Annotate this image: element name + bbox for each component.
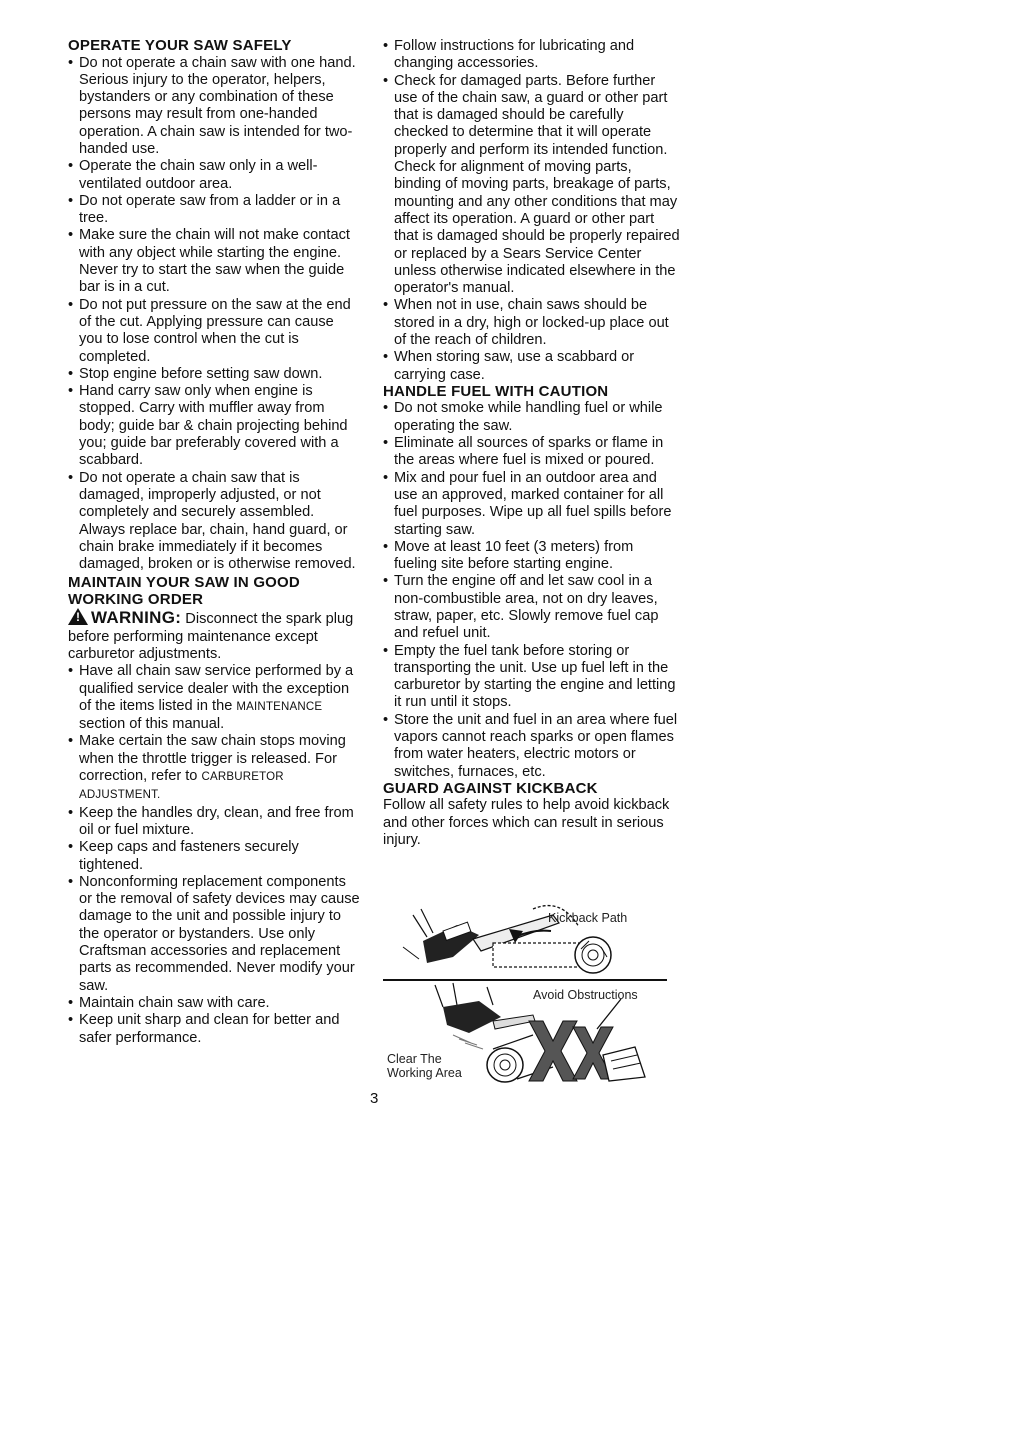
obstructions-figure bbox=[383, 981, 683, 1087]
warning-text: Disconnect the spark plug before performing maintenance except carburetor adjustments. bbox=[68, 611, 354, 662]
item-text: section of this manual. bbox=[79, 716, 225, 733]
clear-area-label-line1: Clear The bbox=[387, 1052, 442, 1066]
kickback-figure bbox=[383, 897, 683, 977]
left-column bbox=[68, 38, 360, 1047]
item-text: Have all chain saw service performed by a qualified service dealer with the exception of the items listed in the bbox=[79, 663, 354, 714]
right-column bbox=[383, 38, 680, 849]
warning-triangle-icon bbox=[68, 608, 88, 625]
list-item: • Check for damaged parts. Before further use of the chain saw, a guard or other part that is damaged should be carefully checked to determine that it will operate properly and perform its intended function. Check for alignment of moving parts, binding of moving parts, breakage of parts, mounting and any other conditions that may affect its operation. A guard or other part that is damaged should be properly repaired or replaced by a Sears Service Center unless otherwise indicated elsewhere in the operator's manual. bbox=[383, 73, 680, 298]
list-item: • Stop engine before setting saw down. bbox=[68, 366, 360, 383]
operate-list bbox=[68, 55, 360, 574]
continued-list bbox=[383, 38, 680, 384]
list-item: • Make sure the chain will not make contact with any object while starting the engine. Never try to start the saw when the guide bar is in a cut. bbox=[68, 227, 360, 296]
avoid-obstructions-label: Avoid Obstructions bbox=[533, 988, 638, 1002]
list-item: • When not in use, chain saws should be stored in a dry, high or locked-up place out of the reach of children. bbox=[383, 297, 680, 349]
item-text: Make certain the saw chain stops moving when the throttle trigger is released. For correction, refer to bbox=[79, 733, 346, 785]
list-item: • Mix and pour fuel in an outdoor area and use an approved, marked container for all fuel purposes. Wipe up all fuel spills before starting saw. bbox=[383, 470, 680, 539]
list-item: • Nonconforming replacement components or the removal of safety devices may cause damage to the unit and possible injury to the operator or bystanders. Use only Craftsman accessories and replacement parts as recommended. Never modify your saw. bbox=[68, 874, 360, 995]
clear-area-label-line2: Working Area bbox=[387, 1066, 462, 1080]
maintenance-ref: MAINTENANCE bbox=[236, 700, 323, 713]
list-item: • Do not operate saw from a ladder or in a tree. bbox=[68, 193, 360, 228]
kickback-heading: GUARD AGAINST KICKBACK bbox=[383, 779, 598, 797]
carburetor-ref: CARBURETOR ADJUSTMENT. bbox=[79, 771, 284, 802]
list-item: • Keep the handles dry, clean, and free from oil or fuel mixture. bbox=[68, 805, 360, 840]
list-item: • Do not smoke while handling fuel or while operating the saw. bbox=[383, 400, 680, 435]
operate-heading: OPERATE YOUR SAW SAFELY bbox=[68, 37, 292, 54]
list-item: • Empty the fuel tank before storing or transporting the unit. Use up fuel left in the carburetor by starting the engine and letting it run until it stops. bbox=[383, 643, 680, 712]
list-item: • Move at least 10 feet (3 meters) from fueling site before starting engine. bbox=[383, 539, 680, 574]
kickback-illustration bbox=[383, 897, 683, 977]
kickback-text: Follow all safety rules to help avoid kickback and other forces which can result in serious injury. bbox=[383, 797, 670, 849]
list-item: • Operate the chain saw only in a well-ventilated outdoor area. bbox=[68, 158, 360, 193]
list-item: • Eliminate all sources of sparks or flame in the areas where fuel is mixed or poured. bbox=[383, 435, 680, 470]
list-item: • Turn the engine off and let saw cool in a non-combustible area, not on dry leaves, straw, paper, etc. Slowly remove fuel cap and refuel unit. bbox=[383, 573, 680, 642]
list-item: • Follow instructions for lubricating and changing accessories. bbox=[383, 38, 680, 73]
list-item: • Store the unit and fuel in an area where fuel vapors cannot reach sparks or open flames from water heaters, electric motors or switches, furnaces, etc. bbox=[383, 712, 680, 781]
fuel-heading: HANDLE FUEL WITH CAUTION bbox=[383, 382, 609, 400]
list-item: • Do not operate a chain saw that is damaged, improperly adjusted, or not completely and securely assembled. Always replace bar, chain, hand guard, or chain brake immediately if it becomes damaged, broken or is otherwise removed. bbox=[68, 470, 360, 574]
fuel-list bbox=[383, 400, 680, 781]
list-item: • Do not put pressure on the saw at the end of the cut. Applying pressure can cause you to lose control when the cut is completed. bbox=[68, 297, 360, 366]
list-item: • When storing saw, use a scabbard or carrying case. bbox=[383, 349, 680, 384]
page-number: 3 bbox=[370, 1090, 379, 1107]
list-item: • Do not operate a chain saw with one hand. Serious injury to the operator, helpers, bystanders or any combination of these persons may result from one-handed operation. A chain saw is intended for two-handed use. bbox=[68, 55, 360, 159]
list-item: • Keep caps and fasteners securely tightened. bbox=[68, 839, 360, 874]
list-item bbox=[68, 733, 360, 804]
kickback-path-label: Kickback Path bbox=[548, 911, 628, 925]
list-item bbox=[68, 663, 360, 733]
warning-word: WARNING: bbox=[91, 608, 182, 628]
list-item: • Maintain chain saw with care. bbox=[68, 995, 360, 1012]
list-item: • Hand carry saw only when engine is stopped. Carry with muffler away from body; guide bar & chain projecting behind you; guide bar preferably covered with a scabbard. bbox=[68, 383, 360, 469]
maintain-heading: MAINTAIN YOUR SAW IN GOOD WORKING ORDER bbox=[68, 574, 300, 608]
list-item: • Keep unit sharp and clean for better and safer performance. bbox=[68, 1012, 360, 1047]
maintain-list bbox=[68, 663, 360, 1047]
warning-block bbox=[68, 608, 360, 663]
